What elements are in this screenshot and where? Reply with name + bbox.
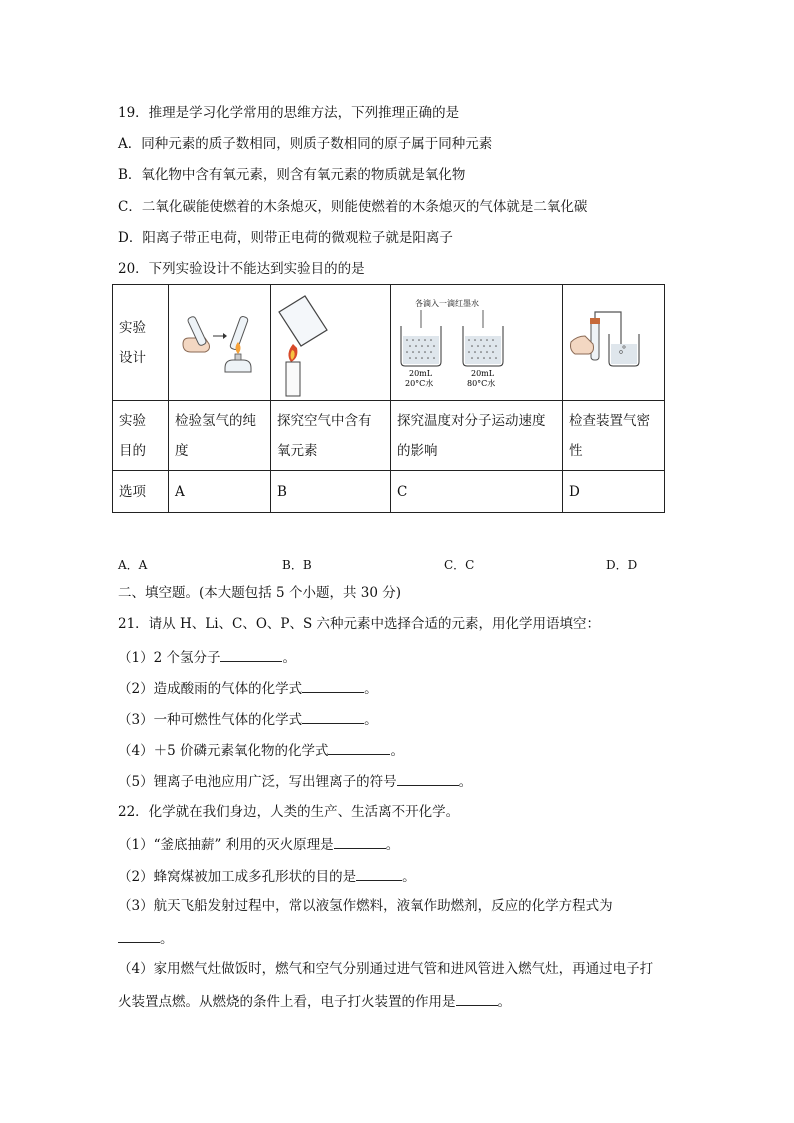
q19-option-b: B．氧化物中含有氧元素，则含有氧元素的物质就是氧化物 [118, 167, 466, 183]
q20-stem: 20．下列实验设计不能达到实验目的的是 [118, 261, 365, 277]
q22-item-4: （4）家用燃气灶做饭时，燃气和空气分别通过进气管和进风管进入燃气灶，再通过电子打 [118, 961, 654, 977]
answer-blank[interactable] [118, 928, 160, 943]
design-cell-c [391, 285, 563, 401]
answer-blank[interactable] [456, 991, 498, 1006]
q22-item-3-answer: 。 [118, 928, 174, 948]
q20-answer-a: A．A [118, 558, 148, 572]
option-letter-c: C [391, 471, 563, 513]
q20-answer-b: B．B [282, 558, 312, 572]
answer-blank[interactable] [334, 834, 386, 849]
design-cell-a [169, 285, 271, 401]
q21-item-1: （1）2 个氢分子 。 [118, 647, 296, 667]
airtightness-check-figure [563, 286, 664, 400]
svg-text:20°C水: 20°C水 [405, 378, 434, 388]
answer-blank[interactable] [356, 866, 402, 881]
q22-stem: 22．化学就在我们身边，人类的生产、生活离不开化学。 [118, 804, 460, 820]
answer-blank[interactable] [220, 647, 282, 662]
answer-blank[interactable] [328, 740, 390, 755]
q19-option-a: A．同种元素的质子数相同，则质子数相同的原子属于同种元素 [118, 136, 493, 152]
design-cell-b [271, 285, 391, 401]
q19-option-c: C．二氧化碳能使燃着的木条熄灭，则能使燃着的木条熄灭的气体就是二氧化碳 [118, 199, 588, 215]
answer-blank[interactable] [397, 771, 459, 786]
svg-text:80°C水: 80°C水 [467, 378, 496, 388]
q19-option-d: D．阳离子带正电荷，则带正电荷的微观粒子就是阳离子 [118, 230, 453, 246]
q20-answer-c: C．C [444, 558, 475, 572]
figure-c-caption: 各滴入一滴红墨水 [415, 298, 479, 308]
q21-item-2: （2）造成酸雨的气体的化学式 。 [118, 678, 378, 698]
q22-item-3: （3）航天飞船发射过程中，常以液氢作燃料，液氧作助燃剂，反应的化学方程式为 [118, 898, 613, 914]
section-2-heading: 二、填空题。(本大题包括 5 个小题，共 30 分) [118, 585, 401, 601]
q21-stem: 21．请从 H、Li、C、O、P、S 六种元素中选择合适的元素，用化学用语填空： [118, 616, 601, 632]
q19-stem: 19．推理是学习化学常用的思维方法，下列推理正确的是 [118, 105, 460, 121]
svg-text:20mL: 20mL [409, 368, 433, 378]
q22-item-1: （1）“釜底抽薪” 利用的灭火原理是 。 [118, 834, 399, 854]
purpose-b: 探究空气中含有 氧元素 [271, 401, 391, 471]
temperature-beakers-figure [391, 286, 562, 400]
design-row [113, 285, 665, 401]
option-letter-b: B [271, 471, 391, 513]
option-letter-d: D [563, 471, 665, 513]
candle-beaker-figure [271, 286, 390, 400]
option-row [113, 471, 665, 513]
answer-blank[interactable] [302, 709, 364, 724]
q21-item-4: （4）＋5 价磷元素氧化物的化学式 。 [118, 740, 404, 760]
purpose-c: 探究温度对分子运动速度 的影响 [391, 401, 563, 471]
q21-item-3: （3）一种可燃性气体的化学式 。 [118, 709, 378, 729]
row-label-purpose: 实验 目的 [113, 401, 169, 471]
purpose-d: 检查装置气密 性 [563, 401, 665, 471]
option-letter-a: A [169, 471, 271, 513]
row-label-design: 实验 设计 [113, 285, 169, 401]
purpose-a: 检验氢气的纯 度 [169, 401, 271, 471]
q22-item-4-cont: 火装置点燃。从燃烧的条件上看，电子打火装置的作用是 。 [118, 991, 511, 1011]
experiment-table [112, 284, 665, 513]
purpose-row [113, 401, 665, 471]
q22-item-2: （2）蜂窝煤被加工成多孔形状的目的是 。 [118, 866, 416, 886]
q21-item-5: （5）锂离子电池应用广泛，写出锂离子的符号 。 [118, 771, 472, 791]
svg-text:20mL: 20mL [471, 368, 495, 378]
hydrogen-purity-test-figure [169, 286, 270, 400]
q20-answer-d: D．D [606, 558, 638, 572]
design-cell-d [563, 285, 665, 401]
answer-blank[interactable] [302, 678, 364, 693]
row-label-option: 选项 [113, 471, 169, 513]
